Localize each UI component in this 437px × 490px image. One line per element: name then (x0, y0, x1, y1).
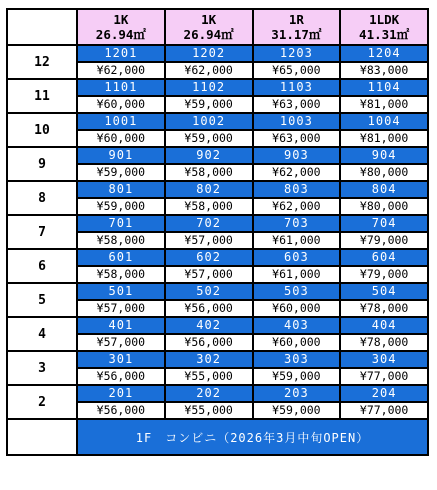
rent-price: ¥59,000 (165, 96, 253, 113)
header-type: 1R (288, 12, 304, 27)
header-area: 26.94㎡ (183, 27, 234, 42)
rent-price: ¥80,000 (340, 164, 428, 181)
rent-price: ¥59,000 (77, 198, 165, 215)
floor-unit-row (7, 385, 428, 402)
rent-price: ¥62,000 (253, 164, 341, 181)
header-cell (165, 9, 253, 45)
rent-price: ¥77,000 (340, 368, 428, 385)
unit-number: 504 (340, 283, 428, 300)
rent-price: ¥78,000 (340, 300, 428, 317)
rent-price: ¥63,000 (253, 96, 341, 113)
unit-number: 601 (77, 249, 165, 266)
floor-label: 11 (7, 79, 77, 113)
rent-price: ¥58,000 (165, 164, 253, 181)
unit-number: 804 (340, 181, 428, 198)
unit-number: 604 (340, 249, 428, 266)
rent-price: ¥57,000 (165, 266, 253, 283)
floor-label: 10 (7, 113, 77, 147)
unit-number: 702 (165, 215, 253, 232)
rent-price: ¥55,000 (165, 368, 253, 385)
rent-price: ¥59,000 (253, 368, 341, 385)
rent-price: ¥56,000 (77, 368, 165, 385)
rent-price: ¥62,000 (165, 62, 253, 79)
header-cell (253, 9, 341, 45)
unit-number: 703 (253, 215, 341, 232)
unit-number: 301 (77, 351, 165, 368)
unit-number: 202 (165, 385, 253, 402)
ground-floor-row (7, 419, 428, 455)
unit-number: 801 (77, 181, 165, 198)
floor-unit-row (7, 147, 428, 164)
floor-label: 5 (7, 283, 77, 317)
rent-price: ¥60,000 (253, 300, 341, 317)
unit-number: 803 (253, 181, 341, 198)
unit-number: 402 (165, 317, 253, 334)
rent-price: ¥61,000 (253, 232, 341, 249)
unit-number: 603 (253, 249, 341, 266)
unit-number: 1103 (253, 79, 341, 96)
unit-number: 1102 (165, 79, 253, 96)
floor-label: 6 (7, 249, 77, 283)
unit-number: 302 (165, 351, 253, 368)
floor-unit-row (7, 249, 428, 266)
rent-price: ¥79,000 (340, 232, 428, 249)
ground-floor-store: 1F コンビニ（2026年3月中旬OPEN） (77, 419, 428, 455)
header-type: 1LDK (369, 12, 400, 27)
unit-number: 901 (77, 147, 165, 164)
unit-number: 902 (165, 147, 253, 164)
ground-floor-blank-cell (7, 419, 77, 455)
rent-price: ¥58,000 (165, 198, 253, 215)
unit-number: 401 (77, 317, 165, 334)
rent-price: ¥56,000 (165, 334, 253, 351)
rent-price: ¥55,000 (165, 402, 253, 419)
floor-label: 4 (7, 317, 77, 351)
unit-number: 303 (253, 351, 341, 368)
unit-number: 1003 (253, 113, 341, 130)
unit-number: 904 (340, 147, 428, 164)
floor-label: 12 (7, 45, 77, 79)
unit-number: 1101 (77, 79, 165, 96)
unit-number: 1004 (340, 113, 428, 130)
unit-number: 1104 (340, 79, 428, 96)
unit-number: 1202 (165, 45, 253, 62)
floor-label: 3 (7, 351, 77, 385)
rent-price: ¥56,000 (165, 300, 253, 317)
rent-price: ¥57,000 (165, 232, 253, 249)
rent-price: ¥77,000 (340, 402, 428, 419)
rent-price: ¥62,000 (77, 62, 165, 79)
rent-price: ¥78,000 (340, 334, 428, 351)
rent-price: ¥58,000 (77, 266, 165, 283)
unit-number: 1001 (77, 113, 165, 130)
header-type: 1K (201, 12, 217, 27)
unit-number: 602 (165, 249, 253, 266)
corner-cell (7, 9, 77, 45)
rent-price: ¥83,000 (340, 62, 428, 79)
rent-price: ¥60,000 (77, 130, 165, 147)
unit-number: 701 (77, 215, 165, 232)
unit-number: 404 (340, 317, 428, 334)
rent-price: ¥56,000 (77, 402, 165, 419)
rent-price: ¥80,000 (340, 198, 428, 215)
rent-price: ¥79,000 (340, 266, 428, 283)
floor-unit-row (7, 79, 428, 96)
unit-number: 403 (253, 317, 341, 334)
unit-number: 204 (340, 385, 428, 402)
floor-unit-row (7, 283, 428, 300)
floor-label: 2 (7, 385, 77, 419)
unit-number: 203 (253, 385, 341, 402)
floor-unit-row (7, 181, 428, 198)
floor-label: 7 (7, 215, 77, 249)
unit-number: 304 (340, 351, 428, 368)
floor-unit-row (7, 215, 428, 232)
unit-number: 503 (253, 283, 341, 300)
rent-price: ¥62,000 (253, 198, 341, 215)
unit-number: 1201 (77, 45, 165, 62)
rent-price: ¥65,000 (253, 62, 341, 79)
floor-label: 8 (7, 181, 77, 215)
unit-number: 201 (77, 385, 165, 402)
unit-number: 502 (165, 283, 253, 300)
rent-price: ¥59,000 (165, 130, 253, 147)
rent-table (6, 8, 429, 456)
rent-price: ¥57,000 (77, 334, 165, 351)
floor-unit-row (7, 45, 428, 62)
rent-price: ¥81,000 (340, 130, 428, 147)
header-area: 26.94㎡ (95, 27, 146, 42)
floor-unit-row (7, 351, 428, 368)
rent-price: ¥58,000 (77, 232, 165, 249)
unit-number: 1002 (165, 113, 253, 130)
rent-price: ¥60,000 (253, 334, 341, 351)
rent-price: ¥57,000 (77, 300, 165, 317)
unit-number: 903 (253, 147, 341, 164)
unit-number: 704 (340, 215, 428, 232)
rent-price: ¥63,000 (253, 130, 341, 147)
rent-price: ¥60,000 (77, 96, 165, 113)
rent-price: ¥81,000 (340, 96, 428, 113)
header-area: 31.17㎡ (271, 27, 322, 42)
unit-number: 802 (165, 181, 253, 198)
header-row (7, 9, 428, 45)
header-area: 41.31㎡ (359, 27, 410, 42)
floor-unit-row (7, 113, 428, 130)
rent-price: ¥59,000 (253, 402, 341, 419)
unit-number: 1203 (253, 45, 341, 62)
rent-price: ¥61,000 (253, 266, 341, 283)
header-cell (77, 9, 165, 45)
floor-label: 9 (7, 147, 77, 181)
floor-unit-row (7, 317, 428, 334)
rent-price: ¥59,000 (77, 164, 165, 181)
header-cell (340, 9, 428, 45)
unit-number: 1204 (340, 45, 428, 62)
header-type: 1K (113, 12, 129, 27)
unit-number: 501 (77, 283, 165, 300)
